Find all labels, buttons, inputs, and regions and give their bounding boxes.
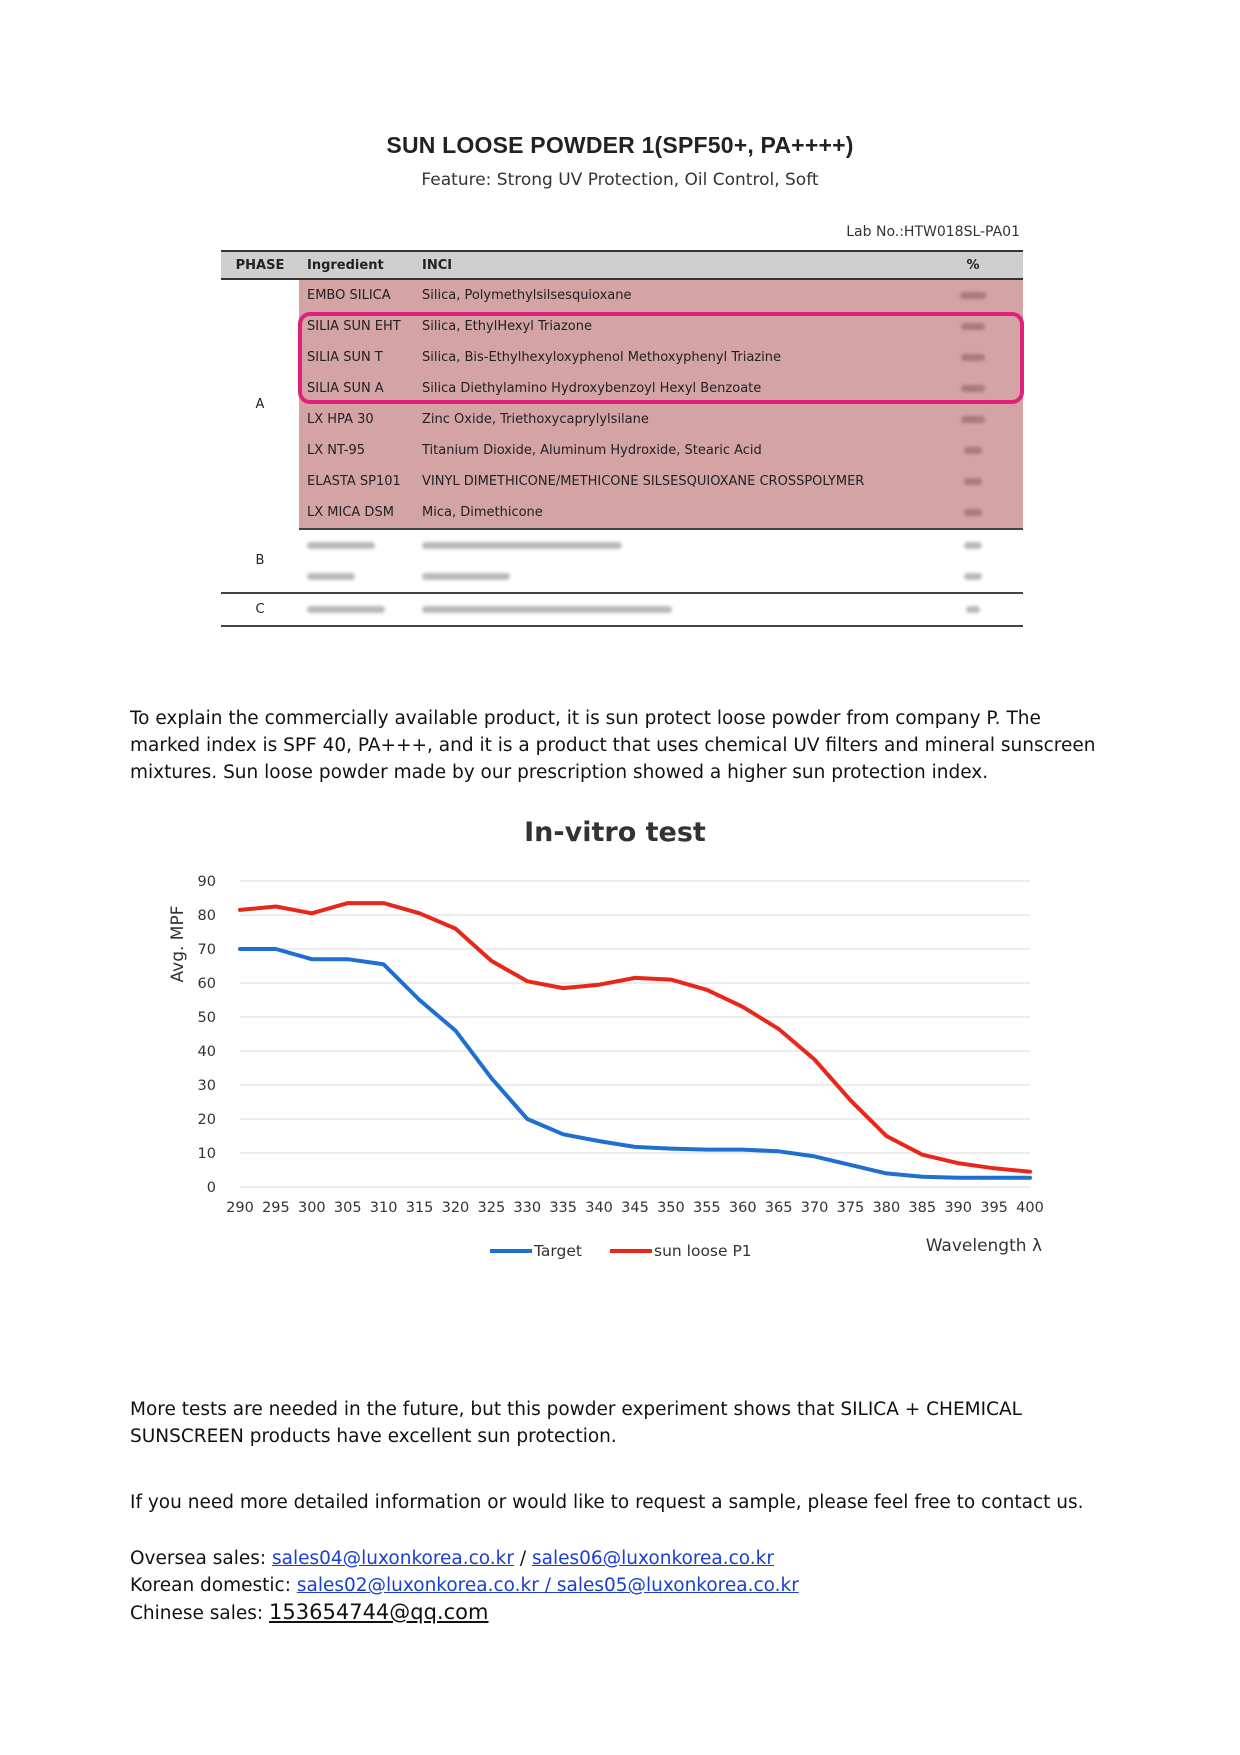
x-tick-label: 300 [297, 1200, 326, 1216]
ingredient-cell: LX MICA DSM [299, 497, 414, 529]
inci-cell: Silica Diethylamino Hydroxybenzoyl Hexyl Benzoate [414, 373, 923, 404]
table-row [221, 466, 1023, 497]
x-tick-label: 400 [1016, 1200, 1044, 1216]
x-tick-label: 370 [800, 1200, 829, 1216]
percent-cell-blurred [923, 342, 1023, 373]
chinese-contact: 153654744@qq.com [269, 1600, 489, 1624]
percent-cell-blurred [923, 497, 1023, 529]
inci-cell: Silica, Polymethylsilsesquioxane [414, 279, 923, 311]
x-axis-label: Wavelength λ [925, 1236, 1042, 1256]
oversea-email-link-1[interactable]: sales04@luxonkorea.co.kr [271, 1548, 514, 1569]
table-row [221, 342, 1023, 373]
oversea-separator: / [513, 1548, 532, 1569]
x-tick-label: 305 [333, 1200, 362, 1216]
formula-table [221, 250, 1023, 627]
percent-cell-blurred [923, 311, 1023, 342]
x-tick-label: 345 [621, 1200, 649, 1216]
phase-cell-b: B [221, 529, 299, 593]
y-tick-label: 80 [197, 908, 216, 924]
x-tick-label: 315 [405, 1200, 434, 1216]
contact-list [130, 1545, 799, 1627]
x-tick-label: 390 [944, 1200, 973, 1216]
paragraph-conclusion: More tests are needed in the future, but this powder experiment shows that SILICA + CHEMICAL SUNSCREEN products have excellent sun protection. [130, 1399, 1022, 1447]
y-tick-label: 60 [197, 976, 216, 992]
percent-cell-blurred [923, 373, 1023, 404]
x-tick-label: 290 [226, 1200, 254, 1216]
korean-separator: / [538, 1575, 557, 1596]
ingredient-cell: LX HPA 30 [299, 404, 414, 435]
y-tick-label: 40 [197, 1044, 216, 1060]
inci-cell: Titanium Dioxide, Aluminum Hydroxide, Stearic Acid [414, 435, 923, 466]
paragraph-contact-request: If you need more detailed information or would like to request a sample, please feel free to contact us. [130, 1492, 1084, 1513]
y-tick-label: 70 [197, 942, 216, 958]
x-tick-label: 350 [657, 1200, 685, 1216]
inci-cell-blurred [414, 561, 923, 593]
oversea-label: Oversea sales: [130, 1548, 272, 1569]
table-row [221, 435, 1023, 466]
phase-cell-c: C [221, 593, 299, 626]
y-tick-label: 30 [197, 1078, 216, 1094]
table-row [221, 279, 1023, 311]
y-tick-label: 10 [197, 1146, 216, 1162]
chinese-label: Chinese sales: [130, 1603, 270, 1624]
x-tick-label: 355 [692, 1200, 721, 1216]
y-tick-label: 20 [197, 1112, 216, 1128]
column-header-ingredient: Ingredient [299, 251, 414, 279]
contact-chinese [130, 1599, 799, 1627]
percent-cell-blurred [923, 435, 1023, 466]
table-row [221, 311, 1023, 342]
x-tick-label: 320 [441, 1200, 470, 1216]
ingredient-cell: EMBO SILICA [299, 279, 414, 311]
paragraph-product-comparison: To explain the commercially available product, it is sun protect loose powder from company P. The marked index is SPF 40, PA+++, and it is a product that uses chemical UV filters and mineral sunscreen mixtures. Sun loose powder made by our prescription showed a higher sun protection index. [130, 708, 1096, 783]
y-tick-label: 90 [197, 874, 216, 890]
column-header-inci: INCI [414, 251, 923, 279]
chart-title: In-vitro test [524, 817, 706, 848]
percent-cell-blurred [923, 529, 1023, 561]
x-tick-label: 310 [369, 1200, 398, 1216]
table-row [221, 497, 1023, 529]
x-tick-label: 395 [980, 1200, 1008, 1216]
table-row [221, 561, 1023, 593]
contact-korean [130, 1572, 799, 1599]
inci-cell-blurred [414, 593, 923, 626]
contact-oversea [130, 1545, 799, 1572]
ingredient-cell-blurred [299, 561, 414, 593]
ingredient-cell: SILIA SUN A [299, 373, 414, 404]
oversea-email-link-2[interactable]: sales06@luxonkorea.co.kr [531, 1548, 774, 1569]
document-title: SUN LOOSE POWDER 1(SPF50+, PA++++) [386, 132, 854, 158]
inci-cell: VINYL DIMETHICONE/METHICONE SILSESQUIOXANE CROSSPOLYMER [414, 466, 923, 497]
ingredient-cell: ELASTA SP101 [299, 466, 414, 497]
korean-label: Korean domestic: [130, 1575, 297, 1596]
table-row [221, 373, 1023, 404]
y-tick-label: 50 [197, 1010, 216, 1026]
ingredient-cell-blurred [299, 529, 414, 561]
table-row [221, 529, 1023, 561]
ingredient-cell: SILIA SUN EHT [299, 311, 414, 342]
ingredient-cell-blurred [299, 593, 414, 626]
ingredient-cell: SILIA SUN T [299, 342, 414, 373]
x-tick-label: 385 [908, 1200, 937, 1216]
x-tick-label: 335 [549, 1200, 578, 1216]
percent-cell-blurred [923, 561, 1023, 593]
inci-cell: Mica, Dimethicone [414, 497, 923, 529]
feature-subtitle: Feature: Strong UV Protection, Oil Control, Soft [421, 170, 819, 190]
korean-email-link-1[interactable]: sales02@luxonkorea.co.kr [296, 1575, 539, 1596]
in-vitro-chart [150, 805, 1070, 1285]
column-header-percent: % [923, 251, 1023, 279]
lab-number: Lab No.:HTW018SL-PA01 [846, 224, 1020, 240]
y-axis-label: Avg. MPF [168, 905, 188, 983]
column-header-phase: PHASE [221, 251, 299, 279]
percent-cell-blurred [923, 404, 1023, 435]
x-tick-label: 380 [872, 1200, 901, 1216]
x-tick-label: 330 [513, 1200, 542, 1216]
table-row [221, 404, 1023, 435]
x-tick-label: 295 [262, 1200, 290, 1216]
y-tick-label: 0 [206, 1180, 216, 1196]
ingredient-cell: LX NT-95 [299, 435, 414, 466]
korean-email-link-2[interactable]: sales05@luxonkorea.co.kr [556, 1575, 799, 1596]
legend-label: Target [534, 1242, 582, 1260]
table-header-row [221, 251, 1023, 279]
phase-cell-a: A [221, 279, 299, 529]
x-tick-label: 325 [477, 1200, 506, 1216]
series-line-sun-loose-p1 [240, 903, 1030, 1172]
inci-cell-blurred [414, 529, 923, 561]
inci-cell: Zinc Oxide, Triethoxycaprylylsilane [414, 404, 923, 435]
x-tick-label: 375 [836, 1200, 865, 1216]
x-tick-label: 365 [764, 1200, 793, 1216]
legend-label: sun loose P1 [654, 1242, 752, 1260]
percent-cell-blurred [923, 279, 1023, 311]
x-tick-label: 360 [728, 1200, 757, 1216]
inci-cell: Silica, EthylHexyl Triazone [414, 311, 923, 342]
x-tick-label: 340 [585, 1200, 613, 1216]
percent-cell-blurred [923, 593, 1023, 626]
percent-cell-blurred [923, 466, 1023, 497]
table-row [221, 593, 1023, 626]
inci-cell: Silica, Bis-Ethylhexyloxyphenol Methoxyphenyl Triazine [414, 342, 923, 373]
